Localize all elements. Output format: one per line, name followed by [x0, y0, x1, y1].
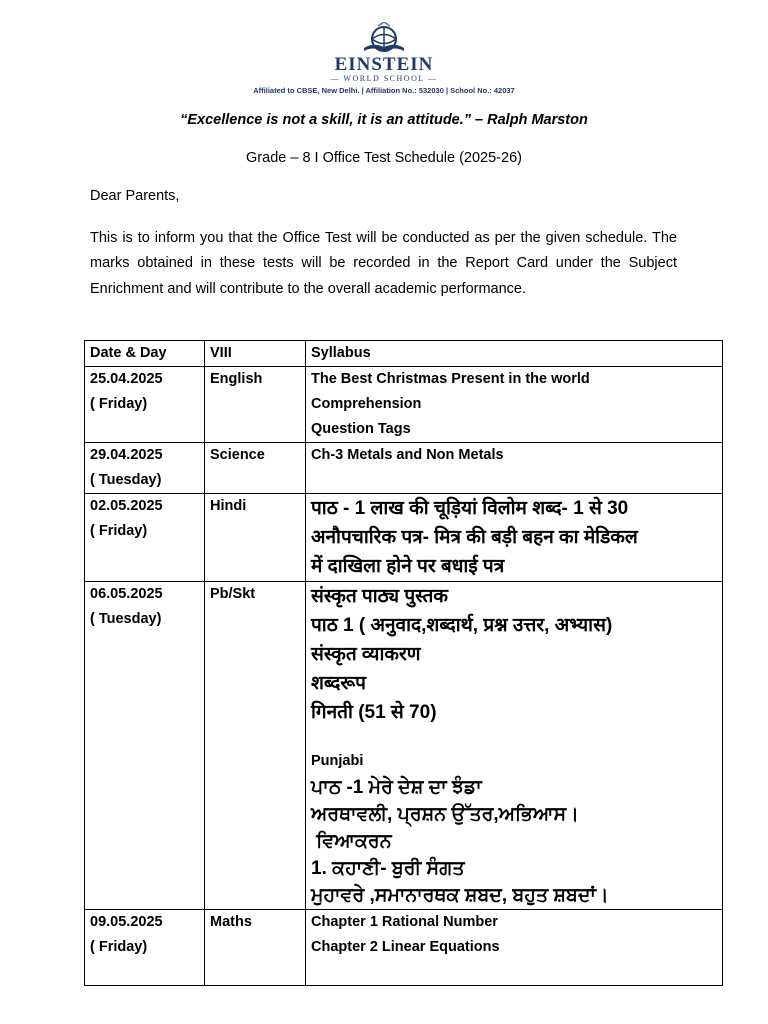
syllabus-line: The Best Christmas Present in the world: [311, 371, 590, 387]
table-row: [85, 367, 723, 443]
spacer: [311, 727, 722, 749]
syllabus-line: पाठ - 1 लाख की चूड़ियां विलोम शब्द- 1 से 30: [311, 498, 629, 519]
table-row: [85, 582, 723, 910]
subject-cell: Pb/Skt: [205, 582, 306, 910]
subject-cell: Maths: [205, 910, 306, 986]
date-cell: [85, 494, 205, 582]
syllabus-line: ਅਰਥਾਵਲੀ, ਪ੍ਰਸ਼ਨ ਉੱਤਰ,ਅਭਿਆਸ।: [311, 804, 579, 825]
date: 09.05.2025: [90, 914, 163, 930]
affiliation-line: Affiliated to CBSE, New Delhi. | Affiliation No.: 532030 | School No.: 42037: [253, 86, 515, 95]
quote: “Excellence is not a skill, it is an attitude.” – Ralph Marston: [180, 112, 588, 128]
syllabus-line: अनौपचारिक पत्र- मित्र की बड़ी बहन का मेडिकल: [311, 527, 638, 548]
syllabus-line: 1. ਕਹਾਣੀ- ਬੁਰੀ ਸੰਗਤ: [311, 858, 465, 879]
syllabus-line: गिनती (51 से 70): [311, 702, 437, 723]
date: 29.04.2025: [90, 447, 163, 463]
table-row: [85, 494, 723, 582]
salutation: Dear Parents,: [90, 188, 180, 204]
document-title: Grade – 8 I Office Test Schedule (2025-26): [246, 150, 522, 166]
school-name: EINSTEIN: [334, 54, 434, 75]
syllabus-line: संस्कृत व्याकरण: [311, 644, 421, 665]
day: ( Friday): [90, 523, 148, 539]
day: ( Friday): [90, 396, 148, 412]
day: ( Tuesday): [90, 611, 162, 627]
date-cell: [85, 910, 205, 986]
syllabus-line: संस्कृत पाठ्य पुस्तक: [311, 586, 448, 607]
intro-paragraph: This is to inform you that the Office Test will be conducted as per the given schedule. The marks obtained in these tests will be recorded in the Report Card under the Subject Enrichment and will contribute to the overall academic performance.: [90, 230, 677, 297]
school-subtitle-text: WORLD SCHOOL: [343, 74, 425, 83]
table-row: [85, 910, 723, 986]
day: ( Friday): [90, 939, 148, 955]
header-syllabus: Syllabus: [306, 341, 723, 367]
syllabus-line: ਮੁਹਾਵਰੇ ,ਸਮਾਨਾਰਥਕ ਸ਼ਬਦ, ਬਹੁਤ ਸ਼ਬਦਾਂ।: [311, 885, 609, 906]
school-header: [0, 22, 768, 95]
syllabus-line: ਵਿਆਕਰਨ: [311, 831, 392, 852]
header-date: Date & Day: [85, 341, 205, 367]
syllabus-cell: [306, 494, 723, 582]
subject-cell: Science: [205, 443, 306, 494]
syllabus-cell: [306, 367, 723, 443]
syllabus-line: Comprehension: [311, 396, 422, 412]
school-subtitle: — WORLD SCHOOL —: [330, 74, 438, 83]
syllabus-line: में दाखिला होने पर बधाई पत्र: [311, 556, 505, 577]
table-row: [85, 443, 723, 494]
date: 06.05.2025: [90, 586, 163, 602]
date-cell: [85, 443, 205, 494]
subject-cell: Hindi: [205, 494, 306, 582]
syllabus-cell: [306, 443, 723, 494]
syllabus-line: पाठ 1 ( अनुवाद,शब्दार्थ, प्रश्न उत्तर, अभ्यास): [311, 615, 613, 636]
subject-cell: English: [205, 367, 306, 443]
syllabus-cell: [306, 910, 723, 986]
punjabi-label: Punjabi: [311, 753, 364, 769]
day: ( Tuesday): [90, 472, 162, 488]
schedule-table: [84, 340, 723, 986]
table-header-row: [85, 341, 723, 367]
date: 25.04.2025: [90, 371, 163, 387]
date-cell: [85, 582, 205, 910]
date-cell: [85, 367, 205, 443]
syllabus-line: ਪਾਠ -1 ਮੇਰੇ ਦੇਸ਼ ਦਾ ਝੰਡਾ: [311, 777, 482, 798]
header-class: VIII: [205, 341, 306, 367]
syllabus-line: शब्दरूप: [311, 673, 366, 694]
syllabus-line: Question Tags: [311, 421, 411, 437]
syllabus-line: Ch-3 Metals and Non Metals: [311, 447, 504, 463]
school-emblem-icon: [361, 22, 407, 56]
date: 02.05.2025: [90, 498, 163, 514]
syllabus-cell: [306, 582, 723, 910]
syllabus-line: Chapter 2 Linear Equations: [311, 939, 500, 955]
syllabus-line: Chapter 1 Rational Number: [311, 914, 498, 930]
